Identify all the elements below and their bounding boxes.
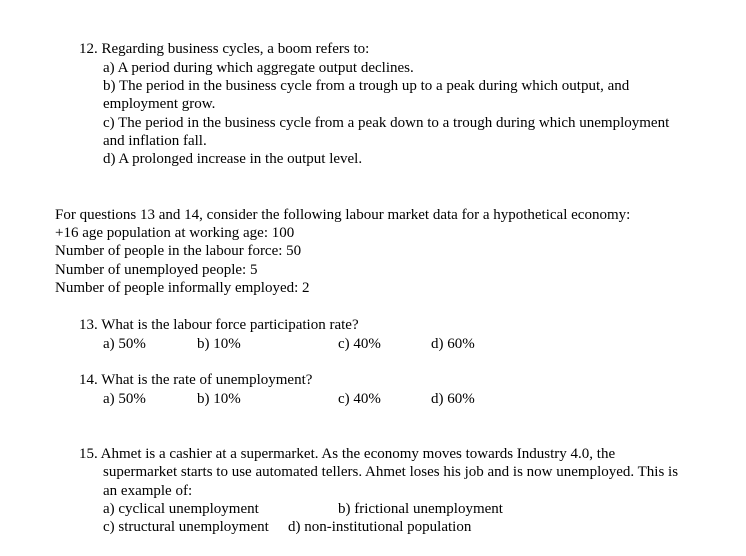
q14-option-d: d) 60% xyxy=(431,391,475,407)
q12-option-c-cont: and inflation fall. xyxy=(103,133,207,149)
data-line-population: +16 age population at working age: 100 xyxy=(55,225,295,241)
q12-option-a: a) A period during which aggregate output declines. xyxy=(103,60,414,76)
q13-stem: 13. What is the labour force participation rate? xyxy=(79,317,359,333)
q13-option-b: b) 10% xyxy=(197,336,241,352)
q15-option-c: c) structural unemployment xyxy=(103,519,269,535)
q14-option-b: b) 10% xyxy=(197,391,241,407)
q13-option-a: a) 50% xyxy=(103,336,146,352)
q15-stem: 15. Ahmet is a cashier at a supermarket. As the economy moves towards Industry 4.0, the xyxy=(79,446,616,462)
q14-stem: 14. What is the rate of unemployment? xyxy=(79,372,313,388)
q15-option-b: b) frictional unemployment xyxy=(338,501,503,517)
data-intro: For questions 13 and 14, consider the following labour market data for a hypothetical economy: xyxy=(55,207,631,223)
data-line-informal: Number of people informally employed: 2 xyxy=(55,280,310,296)
q12-stem: 12. Regarding business cycles, a boom refers to: xyxy=(79,41,370,57)
q14-option-a: a) 50% xyxy=(103,391,146,407)
q15-stem-cont-2: an example of: xyxy=(103,483,193,499)
q15-stem-cont-1: supermarket starts to use automated tellers. Ahmet loses his job and is now unemployed. This is xyxy=(103,464,679,480)
q12-option-b: b) The period in the business cycle from a trough up to a peak during which output, and xyxy=(103,78,630,94)
data-line-labour-force: Number of people in the labour force: 50 xyxy=(55,243,302,259)
q13-option-d: d) 60% xyxy=(431,336,475,352)
q12-option-b-cont: employment grow. xyxy=(103,96,216,112)
q12-option-c: c) The period in the business cycle from a peak down to a trough during which unemployment xyxy=(103,115,670,131)
q15-option-a: a) cyclical unemployment xyxy=(103,501,259,517)
q15-option-d: d) non-institutional population xyxy=(288,519,472,535)
q13-option-c: c) 40% xyxy=(338,336,381,352)
q14-option-c: c) 40% xyxy=(338,391,381,407)
data-line-unemployed: Number of unemployed people: 5 xyxy=(55,262,258,278)
q12-option-d: d) A prolonged increase in the output level. xyxy=(103,151,363,167)
